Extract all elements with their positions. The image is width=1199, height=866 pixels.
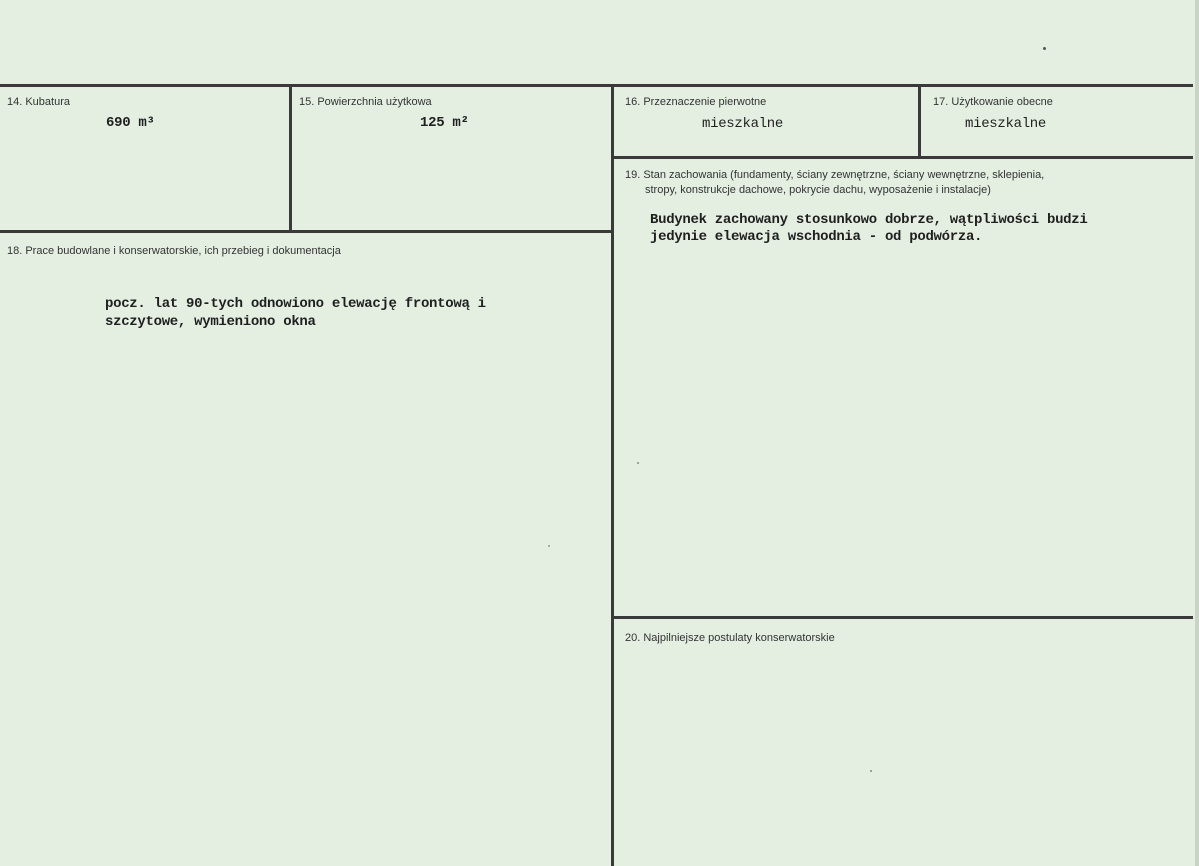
speck bbox=[637, 462, 639, 464]
field-19-text-line-2: jedynie elewacja wschodnia - od podwórza. bbox=[650, 229, 983, 245]
divider-16-17 bbox=[918, 84, 921, 158]
field-19-text-line-1: Budynek zachowany stosunkowo dobrze, wątpliwości budzi bbox=[650, 212, 1088, 228]
field-18-label: 18. Prace budowlane i konserwatorskie, ich przebieg i dokumentacja bbox=[7, 245, 341, 257]
field-14-value: 690 m³ bbox=[106, 115, 155, 131]
rule-above-20 bbox=[611, 616, 1193, 619]
field-19-label-line-2: stropy, konstrukcje dachowe, pokrycie dachu, wyposażenie i instalacje) bbox=[645, 184, 991, 196]
top-blank-strip bbox=[0, 0, 1199, 84]
field-16-value: mieszkalne bbox=[702, 116, 784, 132]
center-divider bbox=[611, 84, 614, 866]
field-14-label: 14. Kubatura bbox=[7, 96, 70, 108]
rule-above-18 bbox=[0, 230, 614, 233]
field-18-text-line-2: szczytowe, wymieniono okna bbox=[105, 314, 316, 330]
field-15-value: 125 m² bbox=[420, 115, 469, 131]
field-20-label: 20. Najpilniejsze postulaty konserwatorskie bbox=[625, 632, 835, 644]
rule-above-19 bbox=[611, 156, 1193, 159]
speck bbox=[1043, 47, 1046, 50]
field-17-value: mieszkalne bbox=[965, 116, 1047, 132]
field-19-label-line-1: 19. Stan zachowania (fundamenty, ściany zewnętrzne, ściany wewnętrzne, sklepienia, bbox=[625, 169, 1045, 181]
divider-14-15 bbox=[289, 84, 292, 232]
card-edge bbox=[1195, 0, 1199, 866]
field-15-label: 15. Powierzchnia użytkowa bbox=[299, 96, 432, 108]
field-18-text-line-1: pocz. lat 90-tych odnowiono elewację frontową i bbox=[105, 296, 486, 312]
field-17-label: 17. Użytkowanie obecne bbox=[933, 96, 1053, 108]
top-rule bbox=[0, 84, 1193, 87]
speck bbox=[548, 545, 550, 547]
field-16-label: 16. Przeznaczenie pierwotne bbox=[625, 96, 767, 108]
speck bbox=[870, 770, 872, 772]
